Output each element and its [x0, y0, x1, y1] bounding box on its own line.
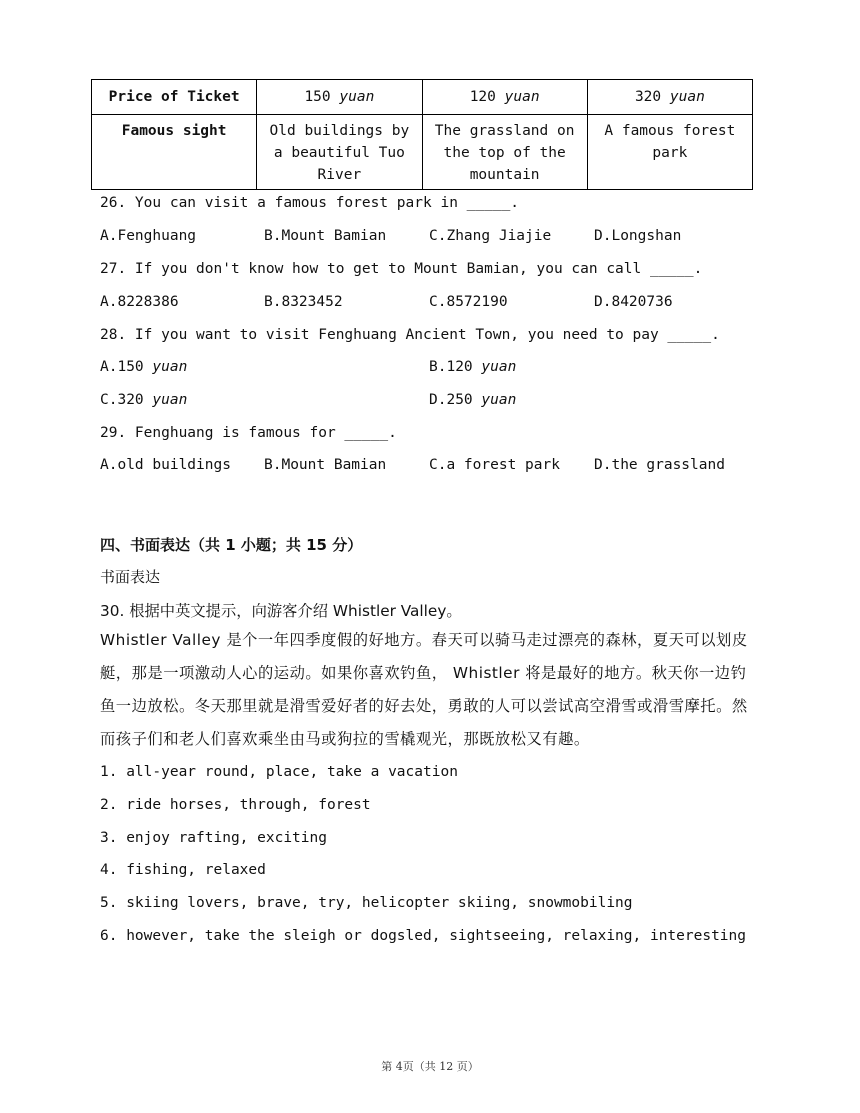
- section-4-heading: 四、书面表达（共 1 小题；共 15 分）: [100, 536, 363, 554]
- cell-text: Famous sight: [121, 123, 227, 139]
- q27-option-d[interactable]: D.8420736: [594, 294, 673, 310]
- q27-option-a[interactable]: A.8228386: [100, 294, 179, 310]
- price-number: 120: [469, 89, 496, 105]
- question-30-stem: 30. 根据中英文提示，向游客介绍 Whistler Valley。: [100, 602, 462, 620]
- option-unit: yuan: [152, 392, 188, 408]
- cell-line: a beautiful Tuo: [273, 145, 405, 161]
- page-footer: 第 4页（共 12 页）: [381, 1060, 479, 1073]
- price-unit: yuan: [504, 89, 540, 105]
- price-cell-2: [422, 80, 587, 115]
- hint-4: 4. fishing, relaxed: [100, 862, 266, 878]
- option-unit: yuan: [481, 359, 517, 375]
- price-header-cell: [92, 80, 257, 115]
- q29-option-a[interactable]: A.old buildings: [100, 457, 231, 473]
- sight-cell-2: [422, 115, 587, 190]
- price-number: 150: [304, 89, 331, 105]
- hint-2: 2. ride horses, through, forest: [100, 797, 371, 813]
- hint-1: 1. all-year round, place, take a vacation: [100, 764, 458, 780]
- cell-line: mountain: [469, 167, 540, 183]
- q28-option-d[interactable]: [429, 392, 516, 408]
- q28-option-c[interactable]: [100, 392, 187, 408]
- price-unit: yuan: [339, 89, 375, 105]
- table-row-price: [92, 80, 753, 115]
- cell-line: The grassland on: [434, 123, 575, 139]
- option-label: D.250: [429, 392, 473, 408]
- sight-cell-1: [257, 115, 422, 190]
- price-unit: yuan: [669, 89, 705, 105]
- ticket-table: [91, 79, 753, 190]
- option-label: B.120: [429, 359, 473, 375]
- q26-option-a[interactable]: A.Fenghuang: [100, 228, 197, 244]
- sight-cell-3: [587, 115, 752, 190]
- cell-line: River: [317, 167, 362, 183]
- q26-option-c[interactable]: C.Zhang Jiajie: [429, 228, 552, 244]
- question-28-stem: 28. If you want to visit Fenghuang Ancient Town, you need to pay _____.: [100, 327, 720, 343]
- q28-option-a[interactable]: [100, 359, 187, 375]
- price-cell-1: [257, 80, 422, 115]
- cell-line: Old buildings by: [269, 123, 410, 139]
- section-4-subheading: 书面表达: [100, 568, 161, 586]
- q27-option-b[interactable]: B.8323452: [264, 294, 343, 310]
- question-29-stem: 29. Fenghuang is famous for _____.: [100, 425, 397, 441]
- question-27-stem: 27. If you don't know how to get to Mount Bamian, you can call _____.: [100, 261, 703, 277]
- q29-option-d[interactable]: D.the grassland: [594, 457, 725, 473]
- option-unit: yuan: [152, 359, 188, 375]
- question-30-paragraph: Whistler Valley 是个一年四季度假的好地方。春天可以骑马走过漂亮的森林，夏天可以划皮艇，那是一项激动人心的运动。如果你喜欢钓鱼， Whistler 将是最好的地方。秋天你一边钓鱼一边放松。冬天那里就是滑雪爱好者的好去处，勇敢的人可以尝试高空滑雪或滑雪摩托。然而孩子们和老人们喜欢乘坐由马或狗拉的雪橇观光，那既放松又有趣。: [100, 631, 748, 748]
- q27-option-c[interactable]: C.8572190: [429, 294, 508, 310]
- cell-line: the top of the: [443, 145, 566, 161]
- question-26-stem: 26. You can visit a famous forest park in _____.: [100, 195, 520, 211]
- q26-option-d[interactable]: D.Longshan: [594, 228, 682, 244]
- table-row-sight: [92, 115, 753, 190]
- option-unit: yuan: [481, 392, 517, 408]
- q29-option-c[interactable]: C.a forest park: [429, 457, 560, 473]
- q26-option-b[interactable]: B.Mount Bamian: [264, 228, 387, 244]
- option-label: C.320: [100, 392, 144, 408]
- sight-header-cell: [92, 115, 257, 190]
- price-cell-3: [587, 80, 752, 115]
- q28-option-b[interactable]: [429, 359, 516, 375]
- hint-3: 3. enjoy rafting, exciting: [100, 830, 327, 846]
- hint-5: 5. skiing lovers, brave, try, helicopter skiing, snowmobiling: [100, 895, 633, 911]
- option-label: A.150: [100, 359, 144, 375]
- cell-line: park: [652, 145, 688, 161]
- hint-6: 6. however, take the sleigh or dogsled, sightseeing, relaxing, interesting: [100, 928, 747, 944]
- cell-text: Price of Ticket: [108, 89, 240, 105]
- q29-option-b[interactable]: B.Mount Bamian: [264, 457, 387, 473]
- price-number: 320: [634, 89, 662, 105]
- cell-line: A famous forest: [604, 123, 736, 139]
